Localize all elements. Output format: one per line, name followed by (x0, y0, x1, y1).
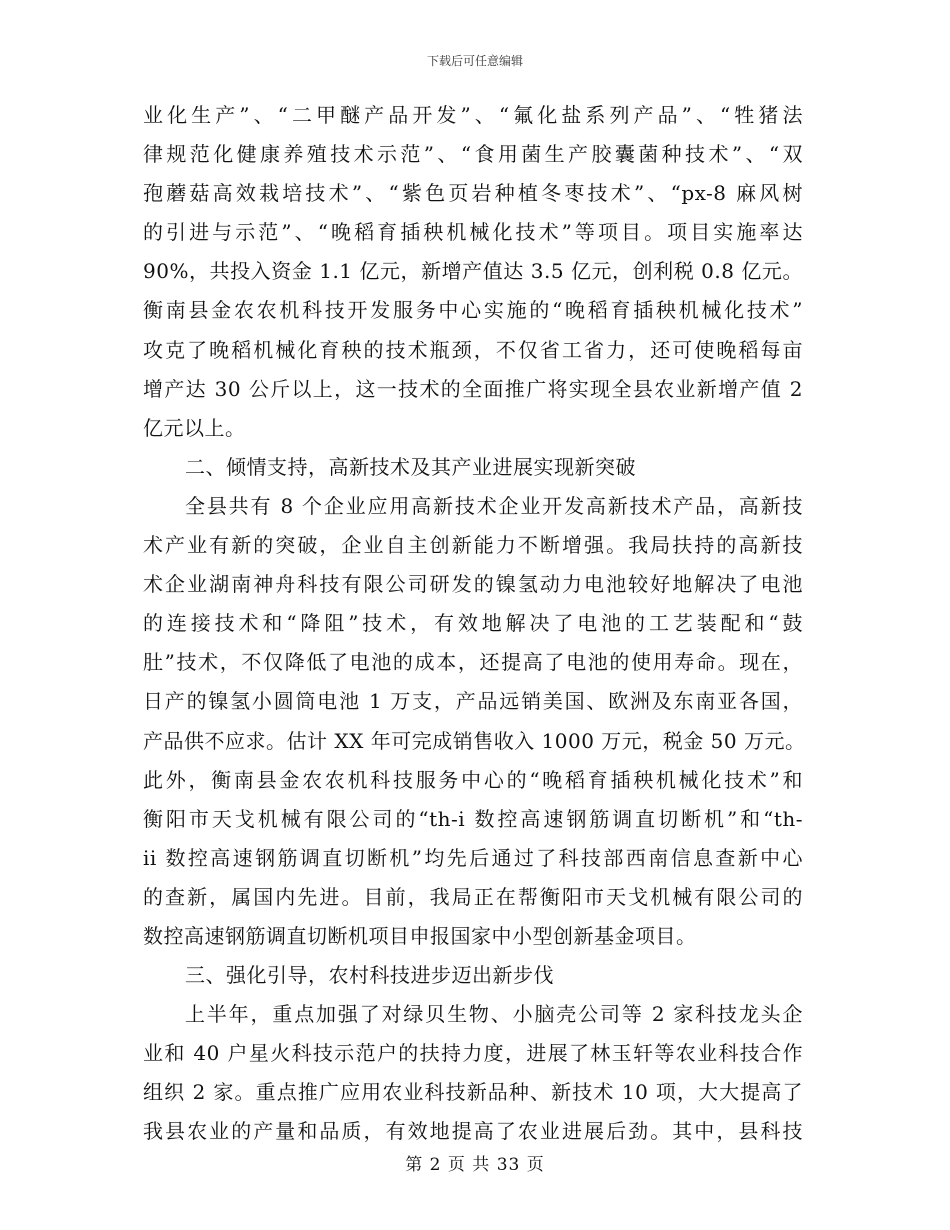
text-line: 亿元以上。 (143, 415, 246, 440)
text-line: 肚”技术，不仅降低了电池的成本，还提高了电池的使用寿命。现在， (143, 650, 803, 675)
text-line: 术产业有新的突破，企业自主创新能力不断增强。我局扶持的高新技 (143, 533, 803, 558)
text-line: 我县农业的产量和品质，有效地提高了农业进展后劲。其中，县科技 (143, 1119, 803, 1144)
text-line: 组织 2 家。重点推广应用农业科技新品种、新技术 10 项，大大提高了 (143, 1080, 803, 1105)
text-line: 律规范化健康养殖技术示范”、“食用菌生产胶囊菌种技术”、“双 (143, 142, 803, 167)
text-line: 日产的镍氢小圆筒电池 1 万支，产品远销美国、欧洲及东南亚各国， (143, 689, 803, 714)
text-line: 衡阳市天戈机械有限公司的“th-i 数控高速钢筋调直切断机”和“th- (143, 806, 803, 831)
page-header: 下载后可任意编辑 (426, 54, 523, 68)
text-line: 90%，共投入资金 1.1 亿元，新增产值达 3.5 亿元，创利税 0.8 亿元。 (143, 259, 803, 284)
text-line: 产品供不应求。估计 XX 年可完成销售收入 1000 万元，税金 50 万元。 (143, 728, 806, 753)
text-line: 全县共有 8 个企业应用高新技术企业开发高新技术产品，高新技 (185, 493, 803, 518)
text-line: 数控高速钢筋调直切断机项目申报国家中小型创新基金项目。 (143, 923, 697, 948)
text-line: 业化生产”、“二甲醚产品开发”、“氟化盐系列产品”、“牲猪法 (143, 103, 803, 127)
section-heading: 三、强化引导，农村科技进步迈出新步伐 (185, 963, 554, 988)
text-line: 此外，衡南县金农农机科技服务中心的“晚稻育插秧机械化技术”和 (143, 767, 803, 792)
document-body (143, 96, 806, 1152)
text-line: 的连接技术和“降阻”技术，有效地解决了电池的工艺装配和“鼓 (143, 611, 803, 636)
text-line: 的引进与示范”、“晚稻育插秧机械化技术”等项目。项目实施率达 (143, 220, 803, 245)
text-line: 衡南县金农农机科技开发服务中心实施的“晚稻育插秧机械化技术” (143, 298, 803, 323)
text-line: 孢蘑菇高效栽培技术”、“紫色页岩种植冬枣技术”、“px-8 麻风树 (143, 181, 803, 206)
text-line: 业和 40 户星火科技示范户的扶持力度，进展了林玉轩等农业科技合作 (143, 1041, 803, 1066)
text-line: 术企业湖南神舟科技有限公司研发的镍氢动力电池较好地解决了电池 (143, 572, 803, 597)
text-line: 增产达 30 公斤以上，这一技术的全面推广将实现全县农业新增产值 2 (143, 376, 803, 401)
text-line: 攻克了晚稻机械化育秧的技术瓶颈，不仅省工省力，还可使晚稻每亩 (143, 337, 803, 362)
section-heading: 二、倾情支持，高新技术及其产业进展实现新突破 (185, 454, 636, 479)
text-line: 上半年，重点加强了对绿贝生物、小脑壳公司等 2 家科技龙头企 (185, 1002, 803, 1027)
text-line: ii 数控高速钢筋调直切断机”均先后通过了科技部西南信息查新中心 (143, 845, 803, 870)
text-line: 的查新，属国内先进。目前，我局正在帮衡阳市天戈机械有限公司的 (143, 884, 803, 909)
page-footer: 第 2 页 共 33 页 (405, 1155, 545, 1175)
